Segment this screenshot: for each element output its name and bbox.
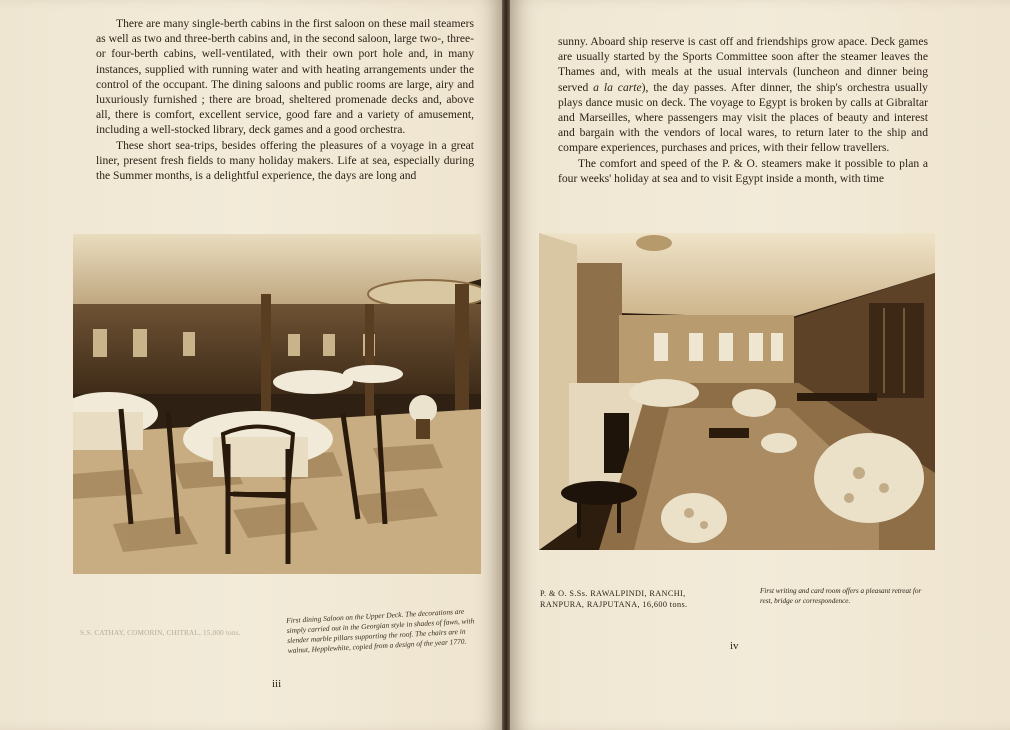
right-ship-caption-line1: P. & O. S.Ss. RAWALPINDI, RANCHI,: [540, 589, 686, 598]
right-paragraph-1: [558, 34, 928, 156]
left-page: [0, 0, 502, 730]
a-la-carte-italic: a la carte: [593, 80, 642, 94]
dining-saloon-image: [73, 234, 481, 574]
left-photo-description: First dining Saloon on the Upper Deck. The decorations are simply carried out in the Georgian style in shades of fawn, with slender marble pillars supporting the roof. The chairs are in walnut, Hepplewhite, copied from a design of the year 1770.: [286, 606, 475, 655]
dining-saloon-photo: [73, 234, 481, 574]
left-body-text: [96, 16, 474, 183]
right-paragraph-1-end: ), the day passes. After dinner, the ship's orchestra usually plays dance music on deck. The voyage to Egypt is broken by calls at Gibraltar and Marseilles, where passengers may visit the places of beauty and interest and bargain with the vendors of local wares, to return later to the ship and compare experiences, purchases and prices, with their fellow travellers.: [558, 80, 928, 155]
writing-room-photo: [539, 233, 935, 550]
book-gutter: [502, 0, 510, 730]
right-body-text: [558, 34, 928, 186]
right-ship-caption: [540, 588, 740, 610]
right-paragraph-1-start: sunny. Aboard ship reserve is cast off and friendships grow apace. Deck games are usually started by the Sports Committee soon after the steamer leaves the Thames and, with meals at the usual intervals (luncheon and dinner being served: [558, 35, 928, 94]
left-ship-caption: S.S. CATHAY, COMORIN, CHITRAL, 15,000 tons.: [80, 629, 241, 637]
page-number-right: iv: [730, 640, 739, 652]
right-paragraph-2: The comfort and speed of the P. & O. steamers make it possible to plan a four weeks' holiday at sea and to visit Egypt inside a month, with time: [558, 156, 928, 185]
left-paragraph-2: These short sea-trips, besides offering the pleasures of a voyage in a great liner, present fresh fields to many holiday makers. Life at sea, especially during the Summer months, is a delightful experience, the days are long and: [96, 138, 474, 183]
right-photo-description: First writing and card room offers a pleasant retreat for rest, bridge or correspondence.: [760, 587, 922, 605]
left-paragraph-1: There are many single-berth cabins in the first saloon on these mail steamers as well as two and three-berth cabins and, in the second saloon, large two-, three- or four-berth cabins, well-ventilated, with their own port hole and, in many instances, supplied with running water and with heating arrangements under the control of the occupant. The dining saloons and public rooms are large, airy and luxuriously furnished ; there are broad, sheltered promenade decks and, above all, there is comfort, excellent service, good fare and a variety of amusement, including a well-stocked library, deck games and a good orchestra.: [96, 17, 474, 137]
writing-room-image: [539, 233, 935, 550]
right-page: [510, 0, 1010, 730]
right-ship-caption-line2: RANPURA, RAJPUTANA, 16,600 tons.: [540, 600, 688, 609]
page-number-left: iii: [272, 678, 282, 690]
